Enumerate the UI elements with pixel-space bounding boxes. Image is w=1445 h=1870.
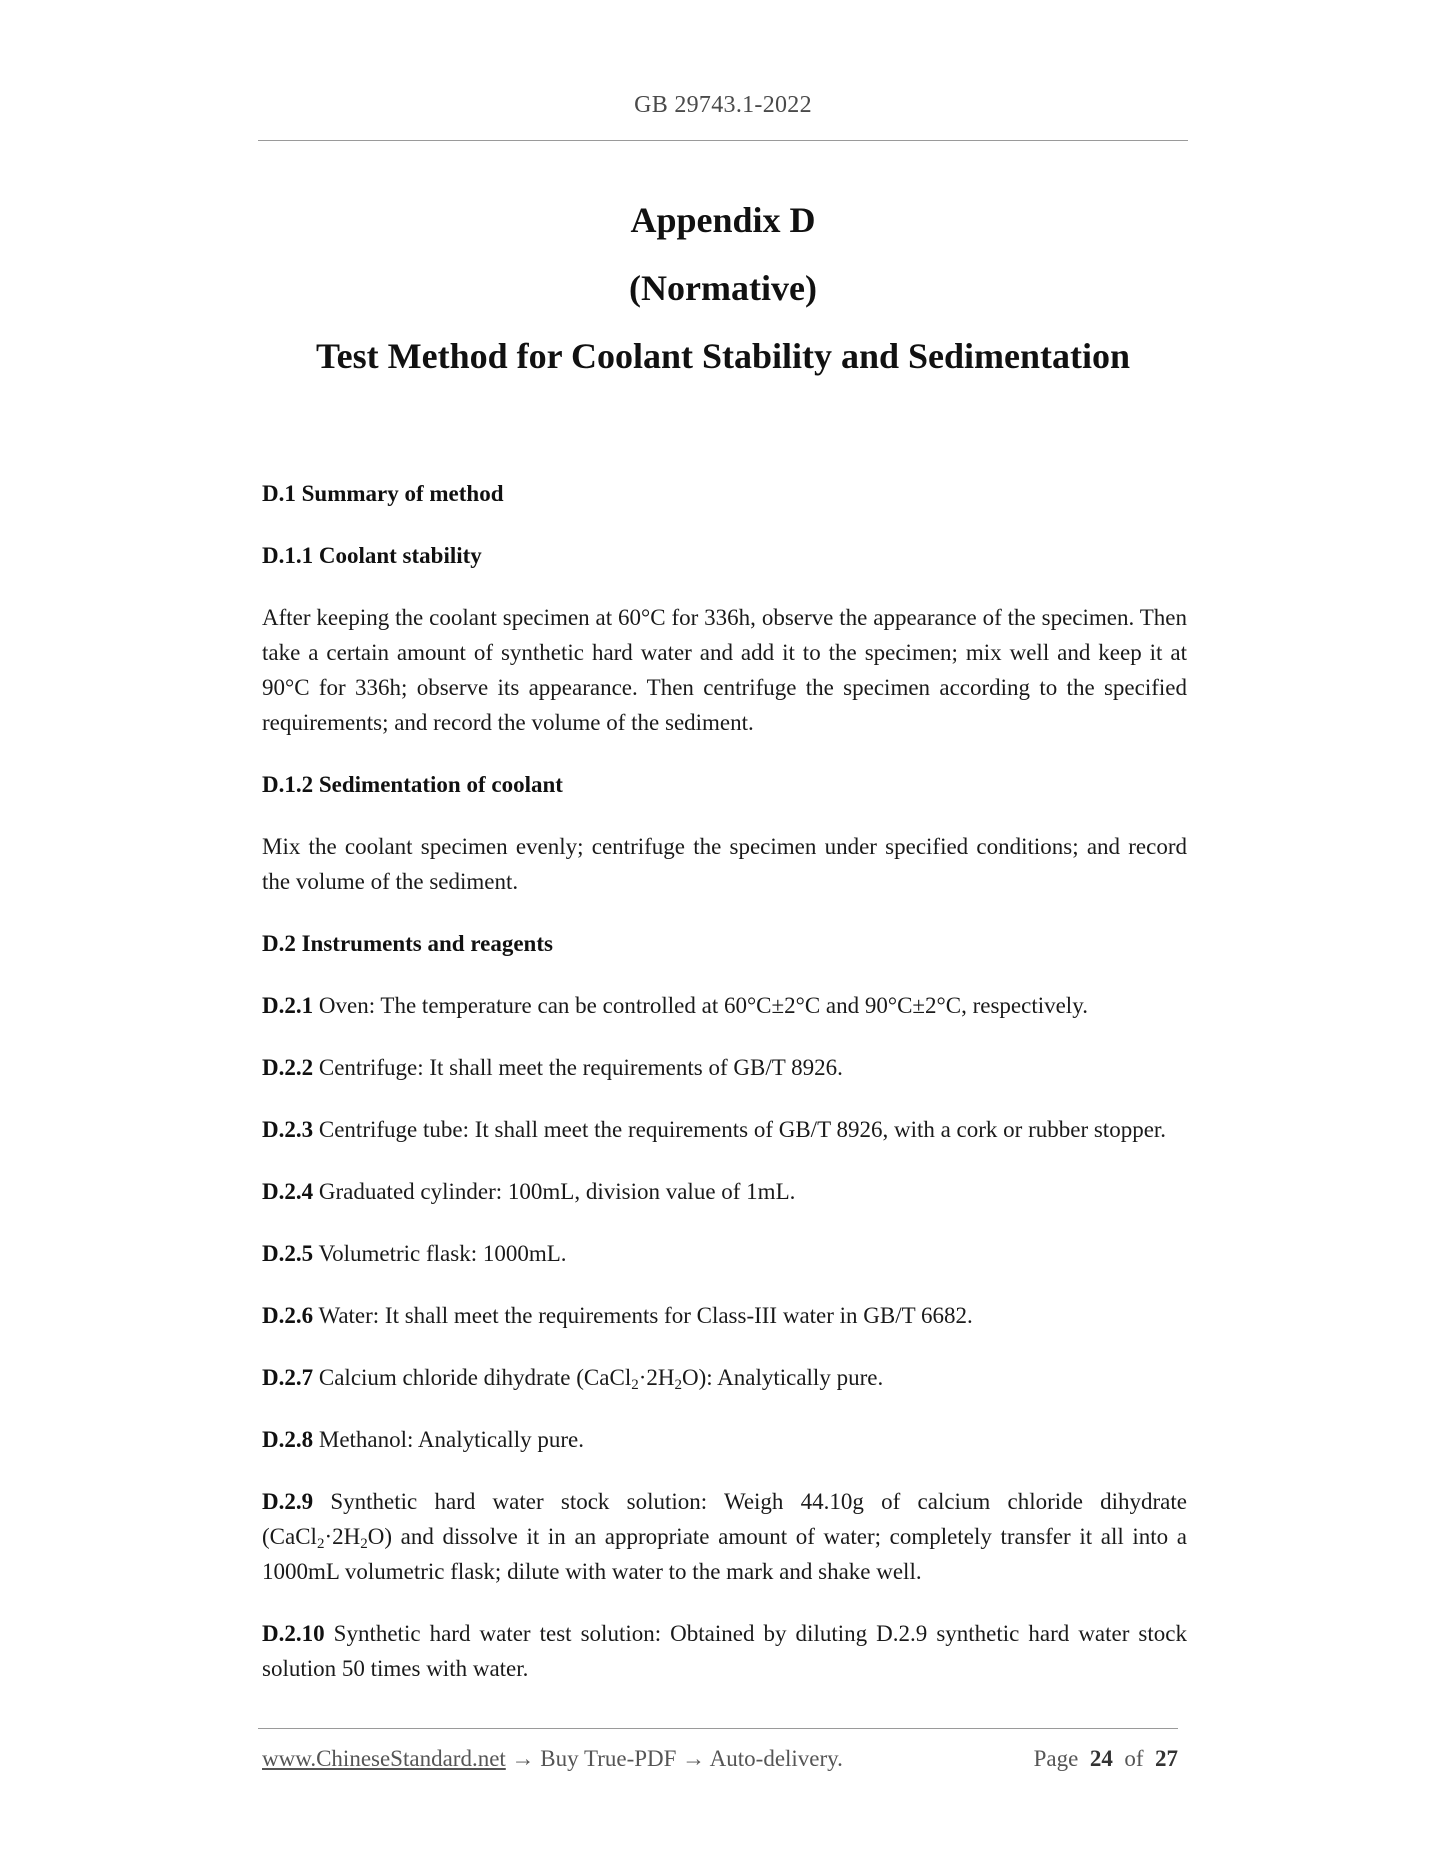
clause-number: D.2.1	[262, 993, 314, 1018]
clause-number: D.2.10	[262, 1621, 325, 1646]
clause-d2-1	[262, 988, 1187, 1023]
subscript: 2	[631, 1377, 639, 1393]
clause-text: ·2H	[638, 1365, 675, 1390]
clause-number: D.2.3	[262, 1117, 314, 1142]
subscript: 2	[360, 1536, 368, 1552]
paragraph-d1-1: After keeping the coolant specimen at 60°C for 336h, observe the appearance of the specimen. Then take a certain amount of synthetic hard water and add it to the specimen; mix well and keep it at 90°C for 336h; observe its appearance. Then centrifuge the specimen according to the specified requirements; and record the volume of the sediment.	[262, 605, 1187, 735]
clause-number: D.2.9	[262, 1489, 314, 1514]
clause-number: D.2.2	[262, 1055, 314, 1080]
appendix-heading: Test Method for Coolant Stability and Sedimentation	[315, 336, 1131, 376]
website-link[interactable]: www.ChineseStandard.net	[262, 1746, 506, 1771]
subscript: 2	[674, 1377, 682, 1393]
document-body	[262, 476, 1187, 1713]
clause-d2-10	[262, 1616, 1187, 1686]
clause-text: Graduated cylinder: 100mL, division value of 1mL.	[313, 1179, 796, 1204]
clause-text: Synthetic hard water test solution: Obtained by diluting D.2.9 synthetic hard water stock solution 50 times with water.	[262, 1621, 1187, 1681]
clause-text: Methanol: Analytically pure.	[313, 1427, 584, 1452]
footer-divider	[258, 1728, 1178, 1729]
clause-text: Water: It shall meet the requirements for Class-III water in GB/T 6682.	[313, 1303, 973, 1328]
document-code-header: GB 29743.1-2022	[634, 92, 812, 118]
clause-text: O) and dissolve it in an appropriate amount of water; completely transfer it all into a 1000mL volumetric flask; dilute with water to the mark and shake well.	[262, 1524, 1187, 1584]
clause-text: Calcium chloride dihydrate (CaCl	[313, 1365, 632, 1390]
clause-d2-9	[262, 1484, 1187, 1589]
clause-number: D.2.6	[262, 1303, 314, 1328]
header-divider	[258, 140, 1188, 141]
subscript: 2	[316, 1536, 325, 1552]
section-heading-d1-1: D.1.1 Coolant stability	[262, 543, 482, 568]
page-label: Page	[1033, 1746, 1079, 1771]
section-heading-d1-2: D.1.2 Sedimentation of coolant	[262, 772, 563, 797]
clause-number: D.2.7	[262, 1365, 314, 1390]
clause-d2-8	[262, 1422, 1187, 1457]
clause-number: D.2.5	[262, 1241, 314, 1266]
appendix-title: Appendix D	[630, 200, 816, 240]
clause-text: Centrifuge: It shall meet the requirements of GB/T 8926.	[313, 1055, 843, 1080]
clause-d2-6	[262, 1298, 1187, 1333]
appendix-subtitle: (Normative)	[629, 268, 817, 308]
of-label: of	[1124, 1746, 1144, 1771]
clause-d2-7	[262, 1360, 1187, 1395]
paragraph-d1-2: Mix the coolant specimen evenly; centrifuge the specimen under specified conditions; and record the volume of the sediment.	[262, 834, 1187, 894]
clause-number: D.2.4	[262, 1179, 314, 1204]
clause-d2-4	[262, 1174, 1187, 1209]
clause-text: Centrifuge tube: It shall meet the requirements of GB/T 8926, with a cork or rubber stopper.	[313, 1117, 1167, 1142]
footer-promo-text: → Buy True-PDF → Auto-delivery.	[505, 1746, 843, 1771]
section-heading-d1: D.1 Summary of method	[262, 481, 504, 506]
clause-text: Synthetic hard water stock solution: Weigh 44.10g of calcium chloride dihydrate (CaCl	[262, 1489, 1187, 1549]
page-current: 24	[1089, 1746, 1113, 1771]
clause-d2-5	[262, 1236, 1187, 1271]
clause-text: Volumetric flask: 1000mL.	[313, 1241, 567, 1266]
clause-d2-3	[262, 1112, 1187, 1147]
clause-text: O): Analytically pure.	[682, 1365, 884, 1390]
clause-text: ·2H	[324, 1524, 361, 1549]
section-heading-d2: D.2 Instruments and reagents	[262, 931, 553, 956]
page-number	[1034, 1746, 1178, 1772]
clause-number: D.2.8	[262, 1427, 314, 1452]
clause-d2-2	[262, 1050, 1187, 1085]
footer-promo	[262, 1746, 843, 1772]
page-total: 27	[1155, 1746, 1178, 1771]
clause-text: Oven: The temperature can be controlled at 60°C±2°C and 90°C±2°C, respectively.	[313, 993, 1088, 1018]
